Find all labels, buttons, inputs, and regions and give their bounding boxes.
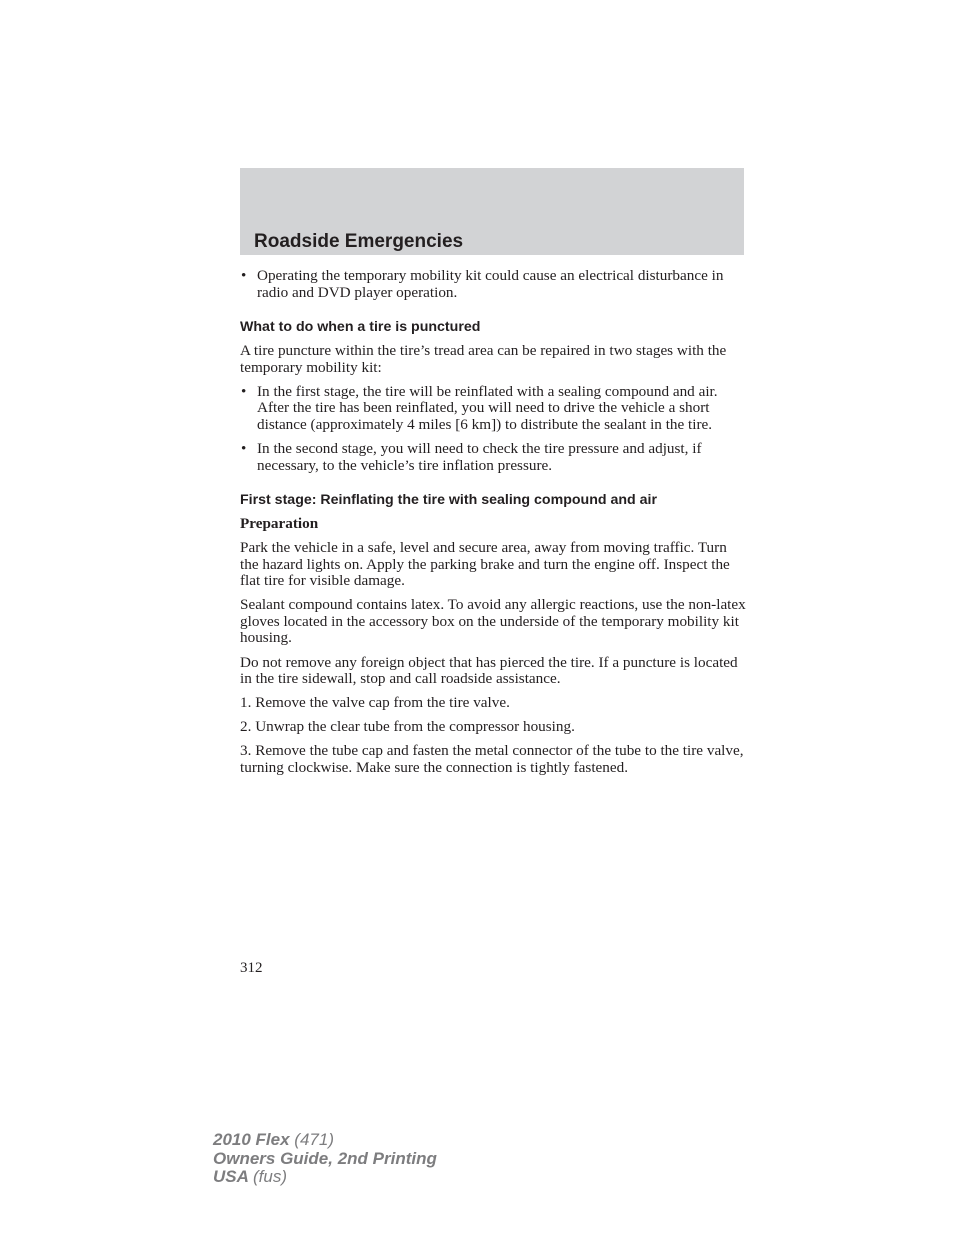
section1-bullet-text: In the second stage, you will need to check the tire pressure and adjust, if necessary, to the vehicle’s tire inflation pressure.: [257, 440, 702, 474]
section2-heading: First stage: Reinflating the tire with sealing compound and air: [240, 492, 658, 509]
footer-line-model: [213, 1131, 437, 1150]
section-header-band: [240, 168, 744, 255]
section-title: Roadside Emergencies: [254, 231, 464, 252]
page-content: [240, 268, 746, 784]
section1-heading: What to do when a tire is punctured: [240, 319, 481, 336]
section2-paragraph: Park the vehicle in a safe, level and secure area, away from moving traffic. Turn the hazard lights on. Apply the parking brake and turn the engine off. Inspect the flat tire for visible damage.: [240, 538, 730, 590]
page-number: 312: [240, 960, 263, 976]
step-item: 1. Remove the valve cap from the tire valve.: [240, 694, 510, 712]
footer-model-code: (471): [294, 1130, 334, 1149]
section1-bullet: [240, 384, 746, 434]
footer-market: USA: [213, 1167, 249, 1186]
intro-bullet-text: Operating the temporary mobility kit could cause an electrical disturbance in radio and DVD player operation.: [257, 267, 724, 301]
section1-bullet: [240, 441, 746, 474]
footer-imprint: [213, 1131, 437, 1187]
section1-bullet-text: In the first stage, the tire will be reinflated with a sealing compound and air. After the tire has been reinflated, you will need to drive the vehicle a short distance (approximately 4 miles [6 km]) to distribute the sealant in the tire.: [257, 382, 718, 434]
bullet-icon: •: [241, 382, 247, 400]
step-item: 3. Remove the tube cap and fasten the metal connector of the tube to the tire valve, turning clockwise. Make sure the connection is tightly fastened.: [240, 742, 744, 776]
preparation-subheading: Preparation: [240, 515, 319, 533]
section2-paragraph: Do not remove any foreign object that has pierced the tire. If a puncture is located in the tire sidewall, stop and call roadside assistance.: [240, 653, 738, 688]
intro-bullet: [240, 268, 746, 301]
footer-line-guide: Owners Guide, 2nd Printing: [213, 1148, 437, 1168]
step-item: 2. Unwrap the clear tube from the compressor housing.: [240, 718, 575, 736]
section1-paragraph: A tire puncture within the tire’s tread area can be repaired in two stages with the temporary mobility kit:: [240, 342, 727, 376]
bullet-icon: •: [241, 440, 247, 458]
bullet-icon: •: [241, 267, 247, 284]
section2-paragraph: Sealant compound contains latex. To avoid any allergic reactions, use the non-latex gloves located in the accessory box on the underside of the temporary mobility kit housing.: [240, 596, 746, 647]
footer-market-code: (fus): [253, 1167, 287, 1186]
footer-line-market: [213, 1168, 437, 1187]
footer-model: 2010 Flex: [213, 1130, 290, 1149]
